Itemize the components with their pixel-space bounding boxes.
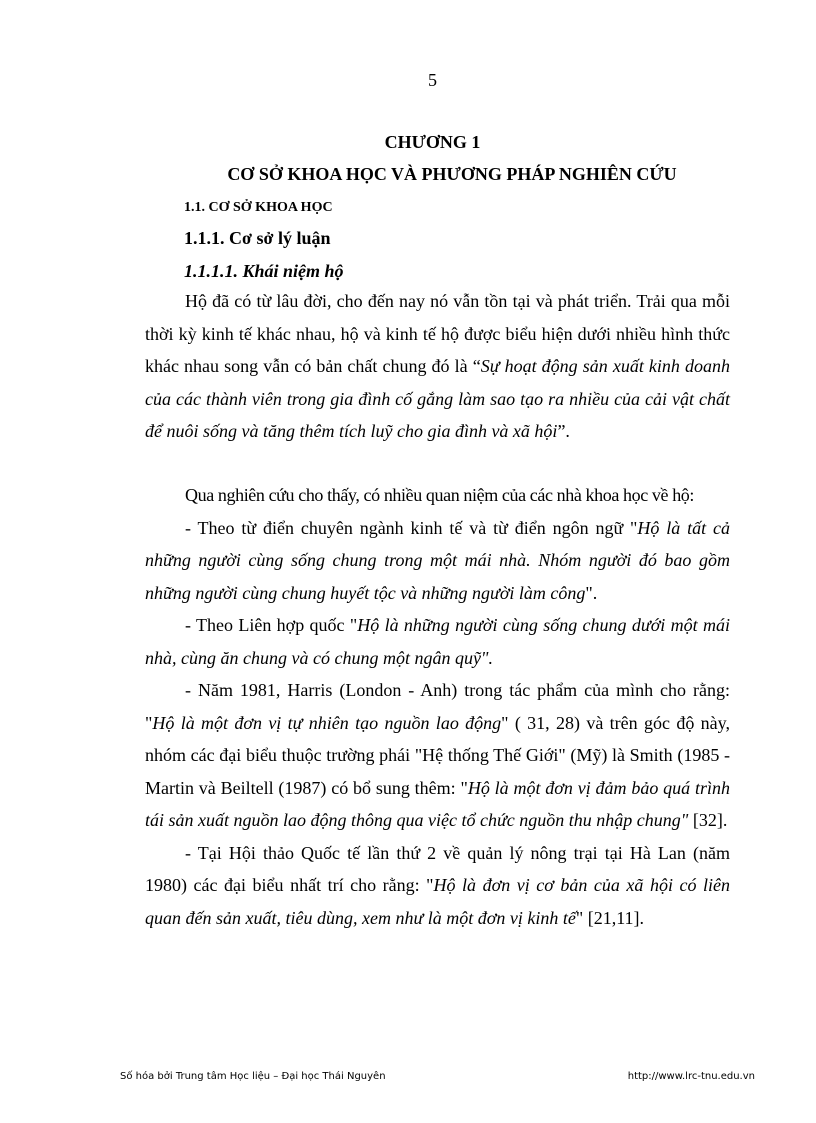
- views-block: [145, 479, 730, 934]
- paragraph-un: - Theo Liên hợp quốc "Hộ là những người cùng sống chung dưới một mái nhà, cùng ăn chung và có chung một ngân quỹ".: [145, 615, 730, 668]
- paragraph-harris: - Năm 1981, Harris (London - Anh) trong tác phẩm của mình cho rằng: "Hộ là một đơn vị tự nhiên tạo nguồn lao động" ( 31, 28) và trên góc độ này, nhóm các đại biểu thuộc trường phái "Hệ thống Thế Giới" (Mỹ) là Smith (1985 - Martin và Beiltell (1987) có bổ sung thêm: "Hộ là một đơn vị đảm bảo quá trình tái sản xuất nguồn lao động thông qua việc tổ chức nguồn thu nhập chung" [32].: [145, 680, 730, 830]
- paragraph-dictionary: - Theo từ điển chuyên ngành kinh tế và từ điển ngôn ngữ "Hộ là tất cả những người cùng sống chung trong một mái nhà. Nhóm người đó bao gồm những người cùng chung huyết tộc và những người làm công".: [145, 517, 730, 603]
- footer-source: Số hóa bởi Trung tâm Học liệu – Đại học Thái Nguyên: [120, 1071, 386, 1082]
- section-heading: 1.1. CƠ SỞ KHOA HỌC: [184, 200, 333, 215]
- page-number: 5: [428, 70, 437, 90]
- paragraph-workshop: - Tại Hội thảo Quốc tế lần thứ 2 về quản lý nông trại tại Hà Lan (năm 1980) các đại biểu nhất trí cho rằng: "Hộ là đơn vị cơ bản của xã hội có liên quan đến sản xuất, tiêu dùng, xem như là một đơn vị kinh tế" [21,11].: [145, 842, 730, 928]
- footer-link[interactable]: http://www.lrc-tnu.edu.vn: [627, 1071, 755, 1082]
- chapter-title: CƠ SỞ KHOA HỌC VÀ PHƯƠNG PHÁP NGHIÊN CỨU: [227, 164, 677, 184]
- subsubsection-heading: 1.1.1.1. Khái niệm hộ: [184, 261, 344, 281]
- paragraph-definition: Hộ đã có từ lâu đời, cho đến nay nó vẫn tồn tại và phát triển. Trải qua mỗi thời kỳ kinh tế khác nhau, hộ và kinh tế hộ được biểu hiện dưới nhiều hình thức khác nhau song vẫn có bản chất chung đó là “Sự hoạt động sản xuất kinh doanh của các thành viên trong gia đình cố gắng làm sao tạo ra nhiều của cải vật chất để nuôi sống và tăng thêm tích luỹ cho gia đình và xã hội”.: [145, 291, 730, 441]
- paragraph-intro-views: Qua nghiên cứu cho thấy, có nhiều quan niệm của các nhà khoa học về hộ:: [185, 485, 694, 505]
- chapter-heading: CHƯƠNG 1: [384, 132, 481, 152]
- subsection-heading: 1.1.1. Cơ sở lý luận: [184, 228, 331, 248]
- intro-block: [145, 285, 730, 448]
